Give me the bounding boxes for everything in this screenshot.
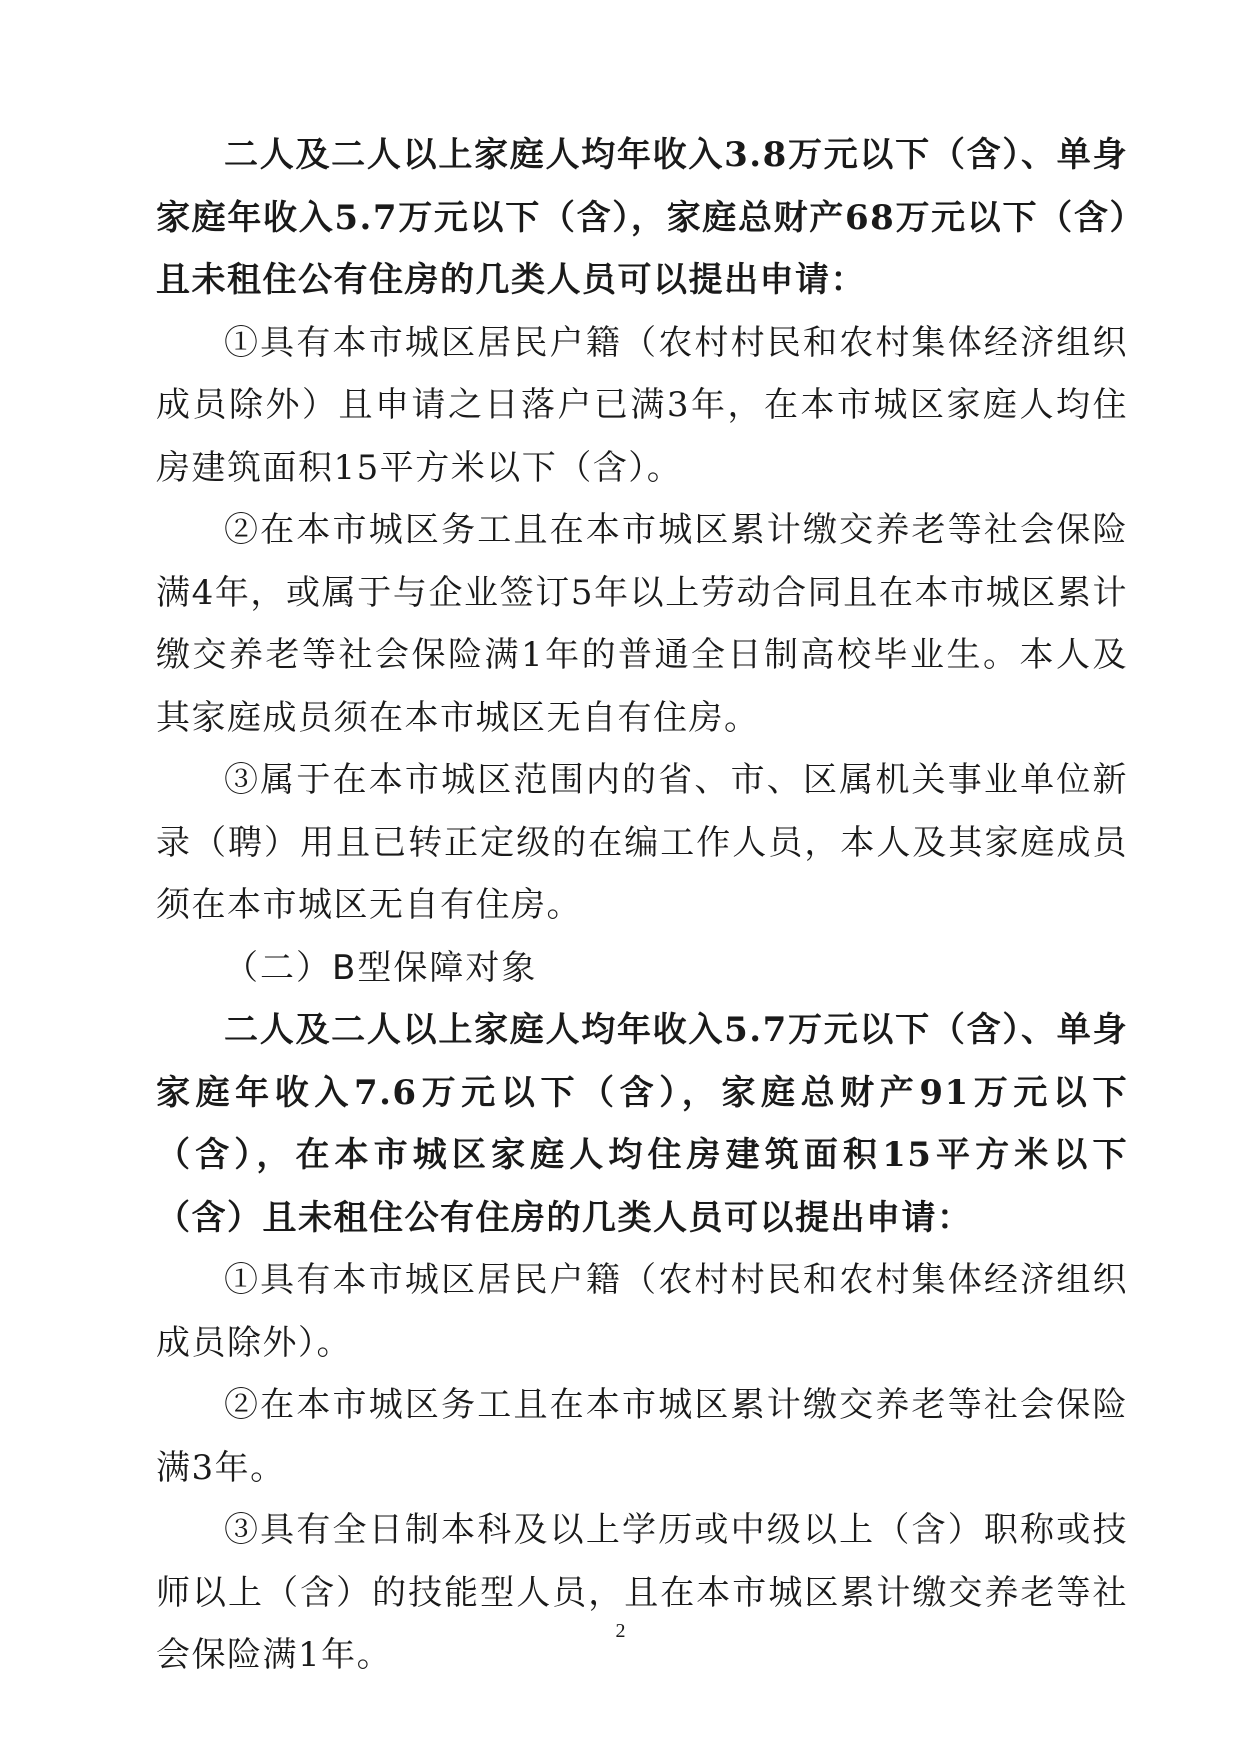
paragraph-b-type-criteria: 二人及二人以上家庭人均年收入5.7万元以下（含）、单身家庭年收入7.6万元以下（含），家庭总财产91万元以下（含），在本市城区家庭人均住房建筑面积15平方米以下（含）且未租住公有住房的几类人员可以提出申请：: [156, 1010, 1128, 1238]
paragraph-b-item-3: ③具有全日制本科及以上学历或中级以上（含）职称或技师以上（含）的技能型人员，且在本市城区累计缴交养老等社会保险满1年。: [156, 1510, 1128, 1675]
paragraph-a-item-3: ③属于在本市城区范围内的省、市、区属机关事业单位新录（聘）用且已转正定级的在编工作人员，本人及其家庭成员须在本市城区无自有住房。: [156, 760, 1128, 925]
paragraph-b-item-1: ①具有本市城区居民户籍（农村村民和农村集体经济组织成员除外）。: [156, 1260, 1128, 1363]
page-number: 2: [615, 1620, 626, 1642]
paragraph-a-item-2: ②在本市城区务工且在本市城区累计缴交养老等社会保险满4年，或属于与企业签订5年以上劳动合同且在本市城区累计缴交养老等社会保险满1年的普通全日制高校毕业生。本人及其家庭成员须在本市城区无自有住房。: [156, 510, 1128, 738]
paragraph-b-item-2: ②在本市城区务工且在本市城区累计缴交养老等社会保险满3年。: [156, 1385, 1128, 1488]
paragraph-a-type-criteria: 二人及二人以上家庭人均年收入3.8万元以下（含）、单身家庭年收入5.7万元以下（含），家庭总财产68万元以下（含）且未租住公有住房的几类人员可以提出申请：: [156, 135, 1128, 300]
section-heading-b-type: （二）B型保障对象: [224, 947, 538, 988]
paragraph-a-item-1: ①具有本市城区居民户籍（农村村民和农村集体经济组织成员除外）且申请之日落户已满3年，在本市城区家庭人均住房建筑面积15平方米以下（含）。: [156, 322, 1128, 488]
document-body: [156, 124, 1128, 1687]
